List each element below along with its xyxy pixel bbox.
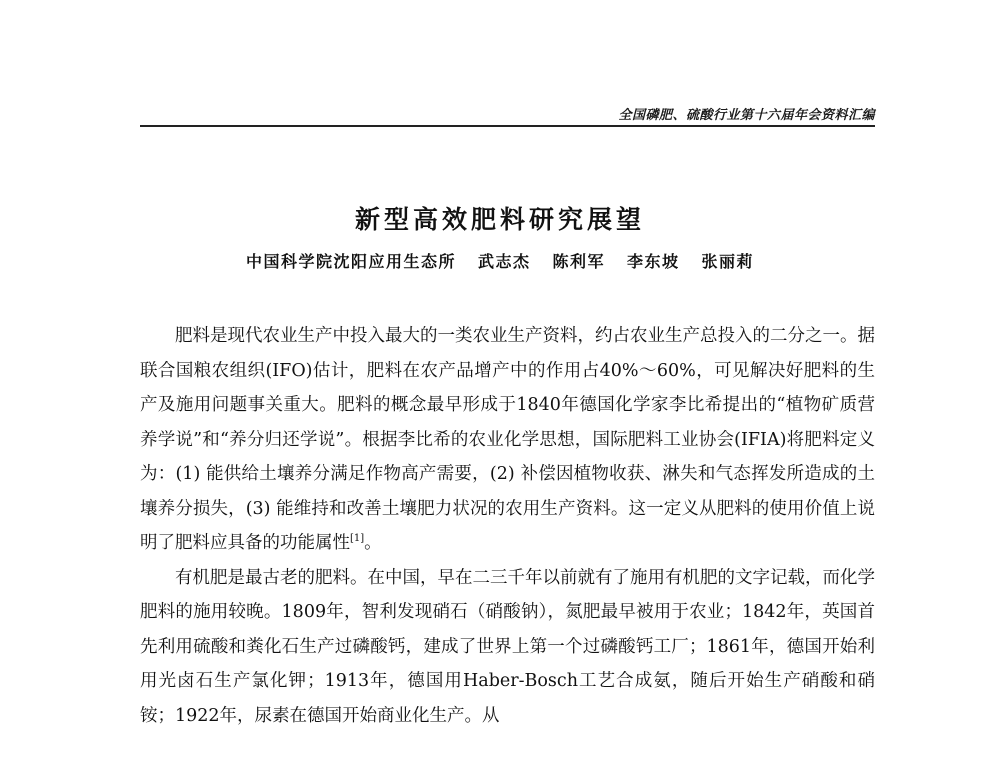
paragraph-1: [140, 319, 875, 561]
paragraph-text: 有机肥是最古老的肥料。在中国，早在二三千年以前就有了施用有机肥的文字记载，而化学肥料的施用较晚。1809年，智利发现硝石（硝酸钠），氮肥最早被用于农业；1842年，英国首先利用硫酸和粪化石生产过磷酸钙，建成了世界上第一个过磷酸钙工厂；1861年，德国开始利用光卤石生产氯化钾；1913年，德国用Haber-Bosch工艺合成氨，随后开始生产硝酸和硝铵；1922年，尿素在德国开始商业化生产。从: [140, 567, 875, 726]
article-title: 新型高效肥料研究展望: [354, 205, 645, 234]
author-name: 李东坡: [627, 252, 680, 271]
running-header: 全国磷肥、硫酸行业第十六届年会资料汇编: [618, 108, 875, 123]
paragraph-2: [140, 561, 875, 734]
author-name: 张丽莉: [701, 252, 755, 271]
body-text: [140, 319, 875, 733]
author-line: [0, 249, 1000, 272]
affiliation: 中国科学院沈阳应用生态所: [245, 252, 456, 271]
citation-marker: [1]: [350, 533, 365, 545]
paragraph-end-punctuation: 。: [364, 533, 382, 553]
author-name: 武志杰: [477, 252, 531, 271]
author-name: 陈利军: [552, 252, 605, 271]
header-rule: [140, 125, 875, 127]
paragraph-text: 肥料是现代农业生产中投入最大的一类农业生产资料，约占农业生产总投入的二分之一。据联合国粮农组织(IFO)估计，肥料在农产品增产中的作用占40%～60%，可见解决好肥料的生产及施用问题事关重大。肥料的概念最早形成于1840年德国化学家李比希提出的“植物矿质营养学说”和“养分归还学说”。根据李比希的农业化学思想，国际肥料工业协会(IFIA)将肥料定义为：(1) 能供给土壤养分满足作物高产需要，(2) 补偿因植物收获、淋失和气态挥发所造成的土壤养分损失，(3) 能维持和改善土壤肥力状况的农用生产资料。这一定义从肥料的使用价值上说明了肥料应具备的功能属性: [140, 326, 875, 553]
